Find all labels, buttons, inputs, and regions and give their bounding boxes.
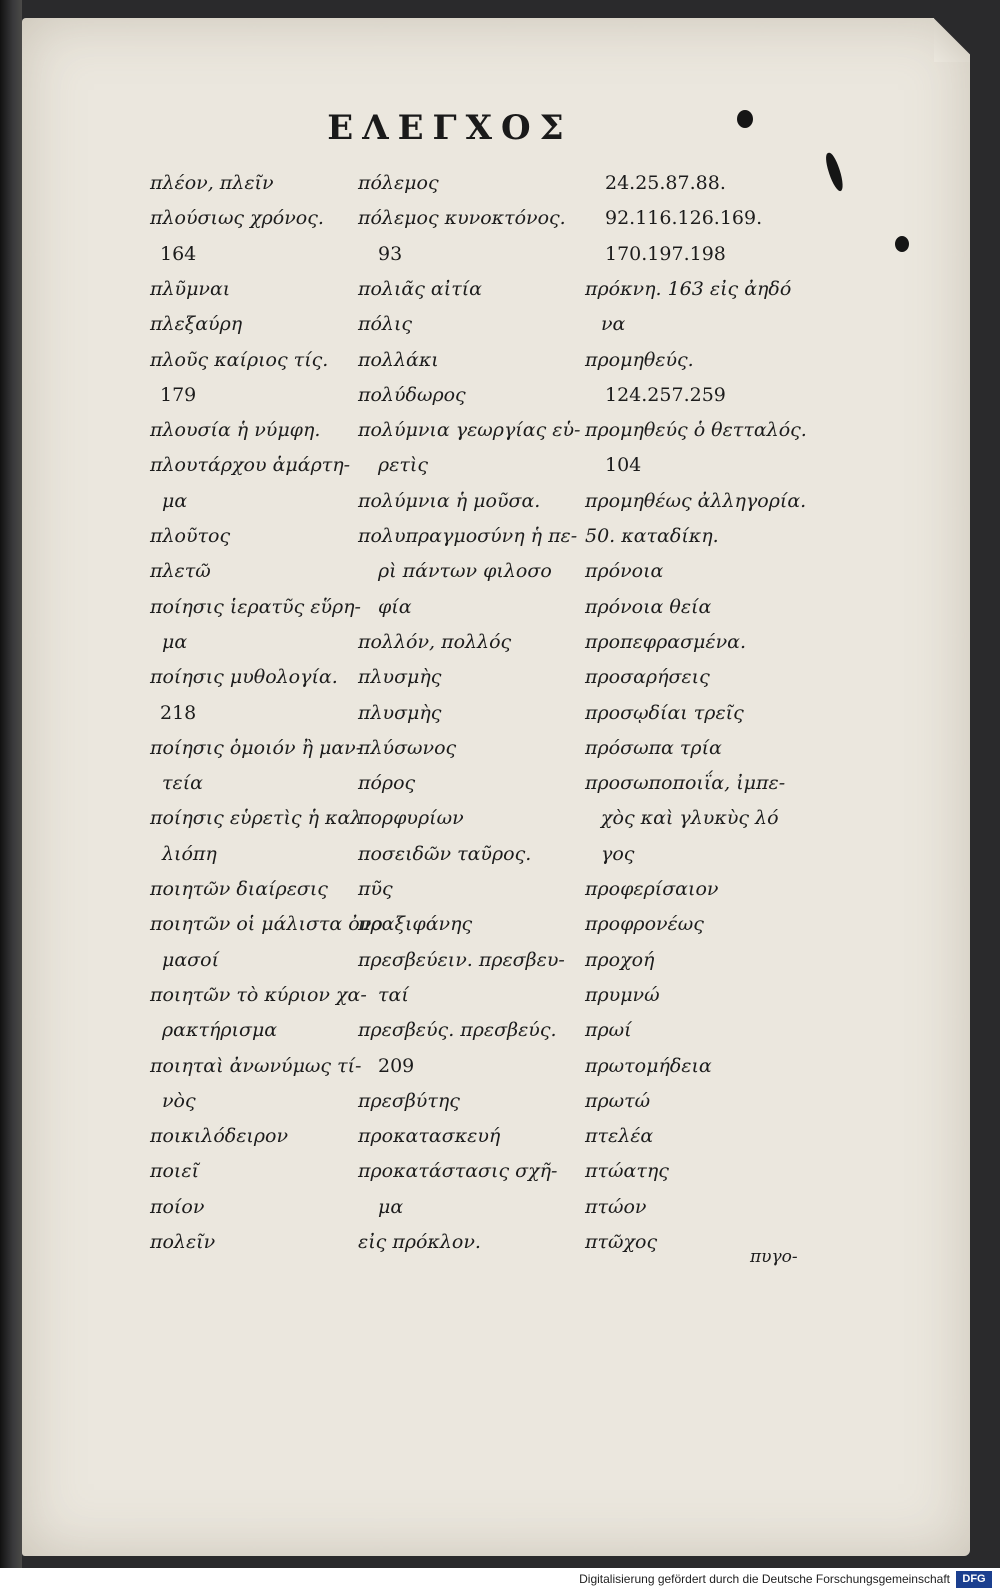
index-term: πορφυρίων xyxy=(358,807,464,830)
index-term: προσωποποιΐα, ἰμπε- xyxy=(585,772,786,795)
index-ref: 164 xyxy=(160,242,197,265)
index-ref: 104 xyxy=(605,454,642,477)
index-term: ποίησις ἱερατῦς εὕρη- xyxy=(150,595,361,618)
index-term: ποιητῶν οἱ μάλιστα ὀνο xyxy=(150,913,383,936)
index-term: πολύμνια γεωργίας εὑ- xyxy=(358,419,581,442)
index-ref: 209 xyxy=(378,1054,415,1077)
index-term: προμηθεύς ὁ θετταλός. xyxy=(585,419,807,442)
index-term: προσῳδίαι τρεῖς xyxy=(585,701,744,724)
index-term: πόλεμος xyxy=(358,172,439,194)
dfg-logo: DFG xyxy=(956,1571,992,1588)
index-term: πτώατης xyxy=(585,1160,669,1183)
index-term: εἰς πρόκλον. xyxy=(358,1231,481,1253)
index-term: προμηθέως ἀλληγορία. xyxy=(585,489,807,512)
index-term: πολυπραγμοσύνη ἡ πε- xyxy=(358,525,578,547)
index-term: πρυμνώ xyxy=(585,983,660,1006)
index-term: προμηθεύς. xyxy=(585,348,694,371)
index-term: πλυσμὴς xyxy=(358,701,442,724)
index-term: πῦς xyxy=(358,878,393,900)
index-term: πολλόν, πολλός xyxy=(358,630,512,653)
index-term: προφερίσαιον xyxy=(585,878,719,900)
index-term: πλουσία ἡ νύμφη. xyxy=(150,419,321,442)
index-term: γος xyxy=(601,842,635,865)
index-term: πολύμνια ἡ μοῦσα. xyxy=(358,489,541,512)
index-term: ρετὶς xyxy=(378,454,428,477)
index-term: πλουτάρχου ἁμάρτη- xyxy=(150,454,351,477)
index-ref: 124.257.259 xyxy=(605,383,726,406)
index-term: νὸς xyxy=(162,1089,196,1112)
index-term: ποιηταὶ ἀνωνύμως τί- xyxy=(150,1054,362,1077)
index-term: μα xyxy=(162,489,188,512)
index-ref: 179 xyxy=(160,383,197,406)
index-term: πρεσβεύς. πρεσβεύς. xyxy=(358,1019,557,1042)
index-term: πρόκνη. 163 εἰς ἀηδό xyxy=(585,277,792,300)
footer-bar xyxy=(0,1568,1000,1593)
index-term: πτελέα xyxy=(585,1125,654,1148)
index-term: πλοῦτος xyxy=(150,525,231,547)
index-term: ποιητῶν τὸ κύριον χα- xyxy=(150,983,367,1006)
index-term: πρωτομήδεια xyxy=(585,1054,712,1077)
index-term: πλυσμὴς xyxy=(358,666,442,689)
index-term: πλοῦς καίριος τίς. xyxy=(150,348,329,371)
index-ref: 93 xyxy=(378,242,403,265)
index-term: ποίησις ὁμοιόν ἢ μαν- xyxy=(150,736,363,759)
index-term: ποσειδῶν ταῦρος. xyxy=(358,842,532,865)
index-term: πολιᾶς αἰτία xyxy=(358,277,483,300)
index-term: πρωί xyxy=(585,1019,632,1042)
index-term: πρόνοια θεία xyxy=(585,595,712,618)
index-term: χὸς καὶ γλυκὺς λό xyxy=(601,807,779,830)
index-term: προκατάστασις σχῆ- xyxy=(358,1160,558,1183)
footer-credit: Digitalisierung gefördert durch die Deutsche Forschungsgemeinschaft xyxy=(579,1572,950,1586)
index-ref: 218 xyxy=(160,701,197,724)
ink-blot xyxy=(737,110,753,128)
catchword: πυγο- xyxy=(750,1247,798,1267)
index-term: προχοή xyxy=(585,948,655,971)
index-term: ποιητῶν διαίρεσις xyxy=(150,878,328,900)
index-term: πτώον xyxy=(585,1195,647,1218)
index-term: πλύσωνος xyxy=(358,736,457,759)
index-term: προφρονέως xyxy=(585,913,704,936)
index-term: πόλεμος κυνοκτόνος. xyxy=(358,207,566,230)
index-term: τεία xyxy=(162,772,203,795)
index-term: πολλάκι xyxy=(358,348,439,371)
index-term: 50. καταδίκη. xyxy=(585,525,719,547)
index-term: πλῦμναι xyxy=(150,277,231,300)
index-term: μα xyxy=(378,1195,404,1218)
index-term: πρόσωπα τρία xyxy=(585,736,722,759)
page-title: ΕΛΕΓΧΟΣ xyxy=(327,108,573,148)
index-term: ρακτήρισμα xyxy=(162,1019,278,1042)
index-term: πτῶχος xyxy=(585,1231,658,1253)
index-term: ταί xyxy=(378,983,409,1006)
index-ref: 170.197.198 xyxy=(605,242,726,265)
index-term: να xyxy=(601,313,626,336)
index-term: πόλις xyxy=(358,313,413,336)
index-term: πλετῶ xyxy=(150,560,211,583)
index-term: ποιεῖ xyxy=(150,1160,200,1183)
index-term: φία xyxy=(378,595,412,618)
index-term: πλέον, πλεῖν xyxy=(150,172,274,194)
index-term: προπεφρασμένα. xyxy=(585,630,747,653)
index-ref: 24.25.87.88. xyxy=(605,172,726,194)
index-term: πόρος xyxy=(358,772,416,795)
index-term: πολεῖν xyxy=(150,1231,216,1253)
index-term: προκατασκευή xyxy=(358,1125,501,1148)
index-ref: 92.116.126.169. xyxy=(605,207,763,230)
index-term: μασοί xyxy=(162,948,220,971)
index-term: λιόπη xyxy=(162,842,217,865)
index-term: πρεσβύτης xyxy=(358,1089,460,1112)
index-term: ποικιλόδειρον xyxy=(150,1125,289,1148)
index-term: πρόνοια xyxy=(585,560,664,583)
index-term: ποίησις μυθολογία. xyxy=(150,666,338,689)
ink-blot xyxy=(895,236,909,252)
index-term: πολύδωρος xyxy=(358,383,466,406)
index-term: μα xyxy=(162,630,188,653)
index-term: πλεξαύρη xyxy=(150,313,243,336)
index-term: προσαρήσεις xyxy=(585,666,710,689)
index-term: ρὶ πάντων φιλοσο xyxy=(378,560,552,583)
page-corner-fold xyxy=(934,18,970,62)
index-term: ποίησις εὑρετὶς ἡ καλ xyxy=(150,807,363,830)
index-term: πρεσβεύειν. πρεσβευ- xyxy=(358,948,565,971)
index-term: πρωτώ xyxy=(585,1089,651,1112)
index-term: ποίον xyxy=(150,1195,205,1218)
book-spine-edge xyxy=(0,0,22,1593)
index-term: πλούσιως χρόνος. xyxy=(150,207,324,230)
index-term: πραξιφάνης xyxy=(358,913,473,936)
